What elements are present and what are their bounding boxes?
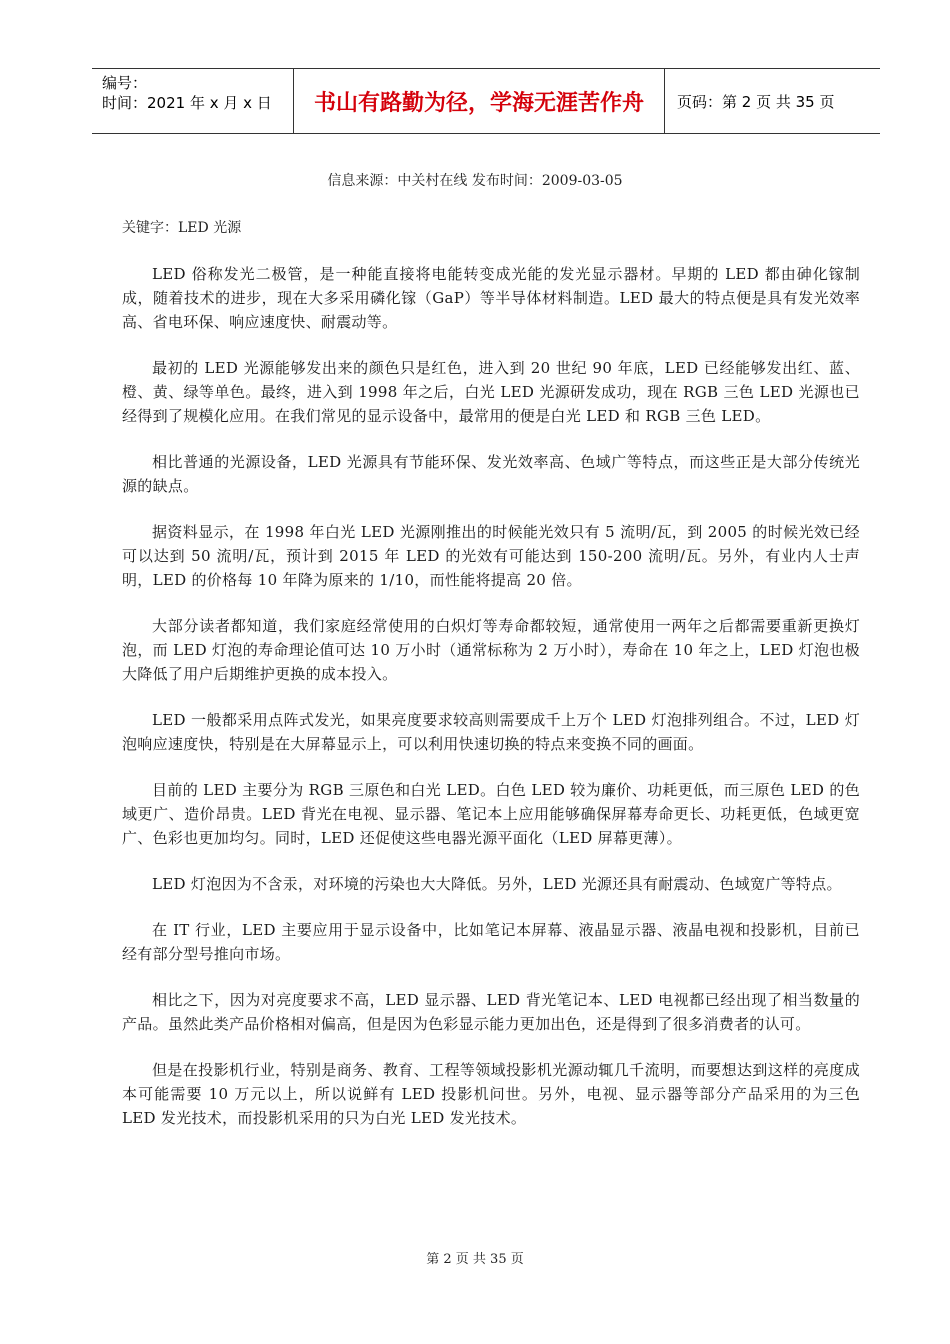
paragraph: 但是在投影机行业，特别是商务、教育、工程等领域投影机光源动辄几千流明，而要想达到这样的亮度成本可能需要 10 万元以上，所以说鲜有 LED 投影机问世。另外，电视、显示器等部分产品采用的为三色 LED 发光技术，而投影机采用的只为白光 LED 发光技术。 xyxy=(122,1061,860,1127)
time-label: 时间：2021 年 x 月 x 日 xyxy=(102,94,272,112)
paragraph: LED 灯泡因为不含汞，对环境的污染也大大降低。另外，LED 光源还具有耐震动、色域宽广等特点。 xyxy=(152,875,842,893)
paragraph: 大部分读者都知道，我们家庭经常使用的白炽灯等寿命都较短，通常使用一两年之后都需要重新更换灯泡，而 LED 灯泡的寿命理论值可达 10 万小时（通常标称为 2 万小时），寿命在 10 年之上，LED 灯泡也极大降低了用户后期维护更换的成本投入。 xyxy=(122,617,860,683)
keywords-line: 关键字：LED 光源 xyxy=(122,220,242,236)
paragraph: 相比普通的光源设备，LED 光源具有节能环保、发光效率高、色域广等特点，而这些正是大部分传统光源的缺点。 xyxy=(122,453,860,495)
header-page-label: 页码：第 2 页 共 35 页 xyxy=(677,92,835,111)
paragraph: 目前的 LED 主要分为 RGB 三原色和白光 LED。白色 LED 较为廉价、功耗更低，而三原色 LED 的色域更广、造价昂贵。LED 背光在电视、显示器、笔记本上应用能够确保屏幕寿命更长、功耗更低，色域更宽广、色彩也更加均匀。同时，LED 还促使这些电器光源平面化（LED 屏幕更薄）。 xyxy=(122,781,860,847)
paragraph: LED 一般都采用点阵式发光，如果亮度要求较高则需要成千上万个 LED 灯泡排列组合。不过，LED 灯泡响应速度快，特别是在大屏幕显示上，可以利用快速切换的特点来变换不同的画面。 xyxy=(122,711,860,753)
number-label: 编号： xyxy=(102,74,148,92)
paragraph: LED 俗称发光二极管，是一种能直接将电能转变成光能的发光显示器材。早期的 LED 都由砷化镓制成，随着技术的进步，现在大多采用磷化镓（GaP）等半导体材料制造。LED 最大的特点便是具有发光效率高、省电环保、响应速度快、耐震动等。 xyxy=(122,265,860,331)
source-line: 信息来源：中关村在线 发布时间：2009-03-05 xyxy=(327,173,623,189)
page-footer: 第 2 页 共 35 页 xyxy=(426,1252,524,1267)
header-meta xyxy=(102,73,272,113)
paragraph: 据资料显示，在 1998 年白光 LED 光源刚推出的时候能光效只有 5 流明/瓦，到 2005 的时候光效已经可以达到 50 流明/瓦，预计到 2015 年 LED 的光效有可能达到 150-200 流明/瓦。另外，有业内人士声明，LED 的价格每 10 年降为原来的 1/10，而性能将提高 20 倍。 xyxy=(122,523,860,589)
paragraph: 最初的 LED 光源能够发出来的颜色只是红色，进入到 20 世纪 90 年底，LED 已经能够发出红、蓝、橙、黄、绿等单色。最终，进入到 1998 年之后，白光 LED 光源研发成功，现在 RGB 三色 LED 光源也已经得到了规模化应用。在我们常见的显示设备中，最常用的便是白光 LED 和 RGB 三色 LED。 xyxy=(122,359,860,425)
article-body xyxy=(122,262,860,1152)
page-header xyxy=(92,68,880,134)
paragraph: 相比之下，因为对亮度要求不高，LED 显示器、LED 背光笔记本、LED 电视都已经出现了相当数量的产品。虽然此类产品价格相对偏高，但是因为色彩显示能力更加出色，还是得到了很多消费者的认可。 xyxy=(122,991,860,1033)
paragraph: 在 IT 行业，LED 主要应用于显示设备中，比如笔记本屏幕、液晶显示器、液晶电视和投影机，目前已经有部分型号推向市场。 xyxy=(122,921,860,963)
header-motto: 书山有路勤为径，学海无涯苦作舟 xyxy=(293,69,665,133)
